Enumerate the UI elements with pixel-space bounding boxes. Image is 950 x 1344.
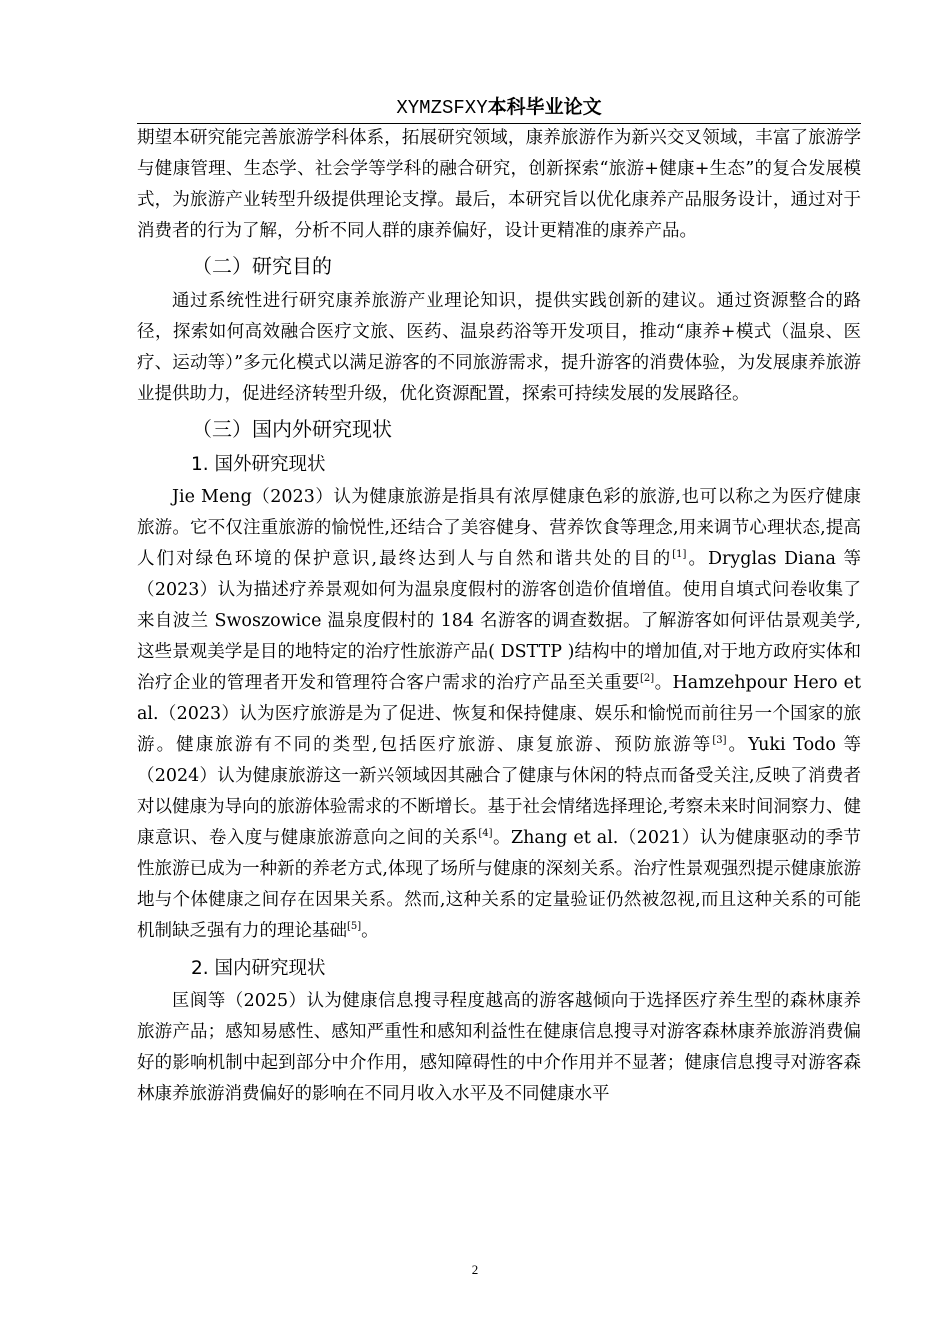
paragraph-domestic-status: 匡阆等（2025）认为健康信息搜寻程度越高的游客越倾向于选择医疗养生型的森林康养旅游产品；感知易感性、感知严重性和感知利益性在健康信息搜寻对游客森林康养旅游消费偏好的影响机制中起到部分中介作用，感知障碍性的中介作用并不显著；健康信息搜寻对游客森林康养旅游消费偏好的影响在不同月收入水平及不同健康水平: [137, 991, 861, 1104]
page-header: [137, 94, 861, 124]
text-segment: 。Dryglas Diana 等（2023）认为描述疗养景观如何为温泉度假村的游客创造价值增值。使用自填式问卷收集了来自波兰 Swoszowice 温泉度假村的 184 名游客的调查数据。了解游客如何评估景观美学,这些景观美学是目的地特定的治疗性旅游产品( DSTTP )结构中的增加值,对于地方政府实体和治疗企业的管理者开发和管理符合客户需求的治疗产品至关重要: [137, 549, 861, 693]
header-thesis-label: 本科毕业论文: [487, 96, 602, 118]
text-segment: Jie Meng（2023）认为健康旅游是指具有浓厚健康色彩的旅游,也可以称之为医疗健康旅游。它不仅注重旅游的愉悦性,还结合了美容健身、营养饮食等理念,用来调节心理状态,提高人们对绿色环境的保护意识,最终达到人与自然和谐共处的目的: [137, 487, 861, 569]
heading-foreign-status: 1. 国外研究现状: [191, 454, 326, 475]
heading-research-status: （三）国内外研究现状: [192, 417, 392, 441]
citation-ref-2: [2]: [639, 673, 655, 685]
header-school-code: XYMZSFXY: [396, 97, 488, 119]
heading-research-purpose: （二）研究目的: [192, 254, 332, 278]
paragraph-foreign-status: [137, 482, 861, 947]
paragraph-research-purpose: 通过系统性进行研究康养旅游产业理论知识，提供实践创新的建议。通过资源整合的路径，探索如何高效融合医疗文旅、医药、温泉药浴等开发项目，推动“康养+模式（温泉、医疗、运动等）”多元化模式以满足游客的不同旅游需求，提升游客的消费体验，为发展康养旅游业提供助力，促进经济转型升级，优化资源配置，探索可持续发展的发展路径。: [137, 291, 861, 404]
citation-ref-4: [4]: [478, 828, 493, 840]
text-segment: 。Yuki Todo 等（2024）认为健康旅游这一新兴领域因其融合了健康与休闲的特点而备受关注,反映了消费者对以健康为导向的旅游体验需求的不断增长。基于社会情绪选择理论,考察未来时间洞察力、健康意识、卷入度与健康旅游意向之间的关系: [137, 735, 862, 848]
citation-ref-1: [1]: [672, 549, 687, 561]
text-segment: 。Hamzehpour Hero et al.（2023）认为医疗旅游是为了促进、恢复和保持健康、娱乐和愉悦而前往另一个国家的旅游。健康旅游有不同的类型,包括医疗旅游、康复旅游、预防旅游等: [137, 673, 862, 755]
text-segment: 。: [361, 921, 379, 941]
citation-ref-5: [5]: [347, 921, 362, 933]
page-number: 2: [471, 1262, 479, 1277]
citation-ref-3: [3]: [712, 735, 727, 747]
text-segment: 。Zhang et al.（2021）认为健康驱动的季节性旅游已成为一种新的养老方式,体现了场所与健康的深刻关系。治疗性景观强烈提示健康旅游地与个体健康之间存在因果关系。然而,这种关系的定量验证仍然被忽视,而且这种关系的可能机制缺乏强有力的理论基础: [137, 828, 861, 941]
heading-domestic-status: 2. 国内研究现状: [191, 958, 326, 979]
page-body: [137, 123, 861, 1110]
paragraph-significance-continued: 期望本研究能完善旅游学科体系，拓展研究领域，康养旅游作为新兴交叉领域，丰富了旅游学与健康管理、生态学、社会学等学科的融合研究，创新探索“旅游+健康+生态”的复合发展模式，为旅游产业转型升级提供理论支撑。最后，本研究旨以优化康养产品服务设计，通过对于消费者的行为了解，分析不同人群的康养偏好，设计更精准的康养产品。: [137, 128, 861, 241]
